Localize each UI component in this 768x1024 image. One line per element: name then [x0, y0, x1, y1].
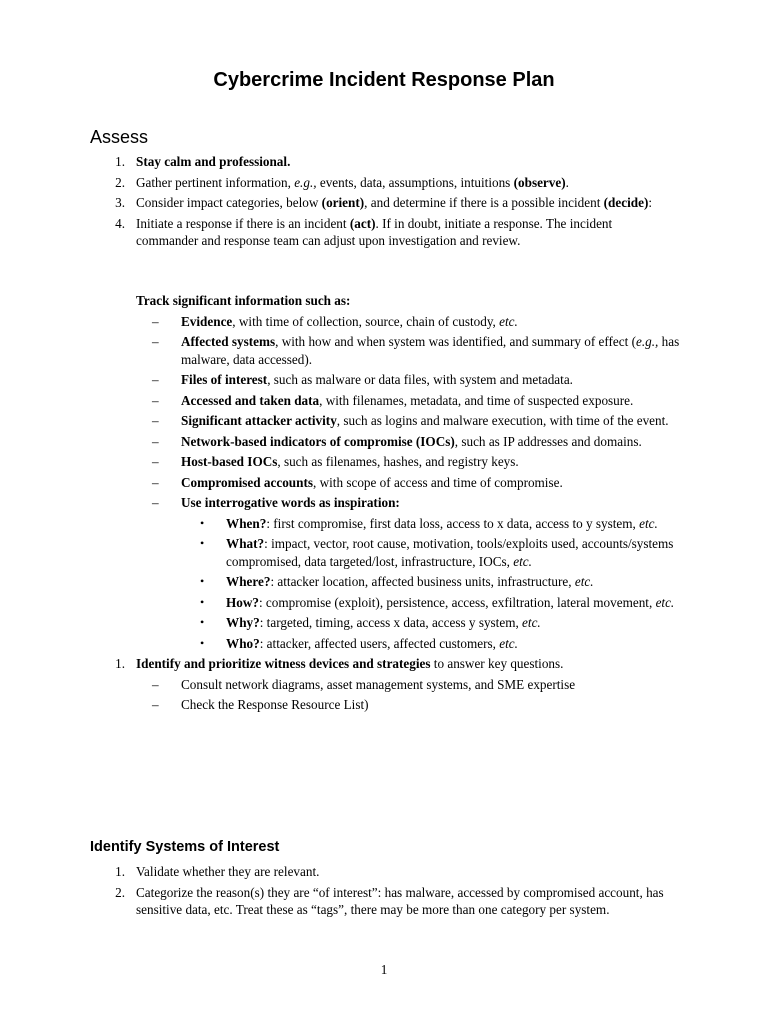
- item-number: 1.: [115, 864, 125, 879]
- dash-marker: –: [152, 372, 159, 387]
- dash-marker: –: [152, 392, 159, 408]
- list-item: [0, 573, 768, 591]
- dash-marker: –: [152, 474, 159, 490]
- bullet-marker: •: [200, 594, 205, 609]
- item-number: 1.: [115, 154, 125, 169]
- list-item: [0, 333, 768, 368]
- item-text: Categorize the reason(s) they are “of interest”: has malware, accessed by compromised account, has sensitive data, etc. Treat these as “tags”, there may be more than one category per system.: [136, 884, 664, 917]
- list-item: [0, 474, 768, 492]
- item-text: Stay calm and professional.: [136, 154, 291, 169]
- list-item: [0, 594, 768, 612]
- list-item: [0, 174, 768, 192]
- bullet-marker: •: [200, 615, 205, 629]
- item-text: Who?: attacker, affected users, affected customers, etc.: [226, 635, 518, 651]
- track-heading: Track significant information such as:: [136, 293, 351, 308]
- list-item: [0, 392, 768, 410]
- page-number: 1: [380, 962, 388, 977]
- item-number: 2.: [115, 884, 125, 900]
- list-item: [0, 194, 768, 212]
- assess-steps: [0, 153, 768, 253]
- item-text: How?: compromise (exploit), persistence, access, exfiltration, lateral movement, etc.: [226, 594, 675, 610]
- item-text: Accessed and taken data, with filenames, metadata, and time of suspected exposure.: [181, 392, 634, 408]
- item-text: Where?: attacker location, affected business units, infrastructure, etc.: [226, 574, 594, 589]
- item-text: Network-based indicators of compromise (IOCs), such as IP addresses and domains.: [181, 433, 642, 449]
- list-item: [0, 535, 768, 570]
- item-number: 3.: [115, 195, 125, 210]
- list-item: [0, 635, 768, 653]
- item-text: Use interrogative words as inspiration:: [181, 495, 400, 510]
- item-text: Host-based IOCs, such as filenames, hashes, and registry keys.: [181, 454, 519, 469]
- dash-marker: –: [152, 313, 159, 329]
- list-item: [0, 494, 768, 512]
- item-text: Gather pertinent information, e.g., events, data, assumptions, intuitions (observe).: [136, 174, 569, 190]
- dash-marker: –: [152, 676, 159, 692]
- item-text: Initiate a response if there is an incident (act). If in doubt, initiate a response. The incident commander and response team can adjust upon investigation and review.: [136, 215, 613, 248]
- bullet-marker: •: [200, 574, 205, 588]
- list-item: [0, 884, 768, 919]
- list-item: [0, 215, 768, 250]
- list-item: [0, 515, 768, 533]
- item-text: Significant attacker activity, such as logins and malware execution, with time of the event.: [181, 413, 669, 428]
- dash-marker: –: [152, 454, 159, 469]
- list-item: [0, 453, 768, 471]
- list-item: [0, 313, 768, 331]
- list-item: [0, 676, 768, 694]
- item-number: 2.: [115, 174, 125, 190]
- list-item: [0, 371, 768, 389]
- item-text: When?: first compromise, first data loss, access to x data, access to y system, etc.: [226, 515, 658, 531]
- item-text: Evidence, with time of collection, source, chain of custody, etc.: [181, 313, 518, 329]
- bullet-marker: •: [200, 635, 205, 650]
- list-item: [0, 153, 768, 171]
- dash-marker: –: [152, 433, 159, 449]
- item-text: Files of interest, such as malware or data files, with system and metadata.: [181, 372, 573, 387]
- item-text: Identify and prioritize witness devices and strategies to answer key questions.: [136, 656, 564, 671]
- item-text: Check the Response Resource List): [181, 697, 369, 712]
- item-text: Validate whether they are relevant.: [136, 864, 320, 879]
- assess-heading: Assess: [90, 127, 149, 147]
- list-item: [0, 614, 768, 632]
- list-item: [0, 412, 768, 430]
- list-item: [0, 433, 768, 451]
- dash-marker: –: [152, 697, 159, 712]
- bullet-marker: •: [200, 515, 205, 530]
- item-number: 4.: [115, 215, 125, 231]
- dash-marker: –: [152, 334, 159, 349]
- item-text: Why?: targeted, timing, access x data, access y system, etc.: [226, 615, 541, 630]
- track-section: [0, 292, 768, 717]
- identify-steps: [0, 863, 768, 922]
- bullet-marker: •: [200, 536, 205, 550]
- list-item: [0, 863, 768, 881]
- dash-marker: –: [152, 495, 159, 510]
- item-text: Compromised accounts, with scope of access and time of compromise.: [181, 474, 563, 490]
- document-title: Cybercrime Incident Response Plan: [213, 69, 555, 91]
- item-text: Consult network diagrams, asset management systems, and SME expertise: [181, 676, 576, 692]
- item-text: Consider impact categories, below (orient), and determine if there is a possible incident (decide):: [136, 195, 653, 210]
- dash-marker: –: [152, 413, 159, 428]
- item-text: What?: impact, vector, root cause, motivation, tools/exploits used, accounts/systems compromised, data targeted/lost, infrastructure, IOCs, etc.: [226, 536, 674, 569]
- item-text: Affected systems, with how and when system was identified, and summary of effect (e.g., has malware, data accessed).: [181, 334, 680, 367]
- identify-heading: Identify Systems of Interest: [90, 839, 280, 855]
- list-item: [0, 655, 768, 673]
- list-item: [0, 696, 768, 714]
- item-number: 1.: [115, 656, 125, 671]
